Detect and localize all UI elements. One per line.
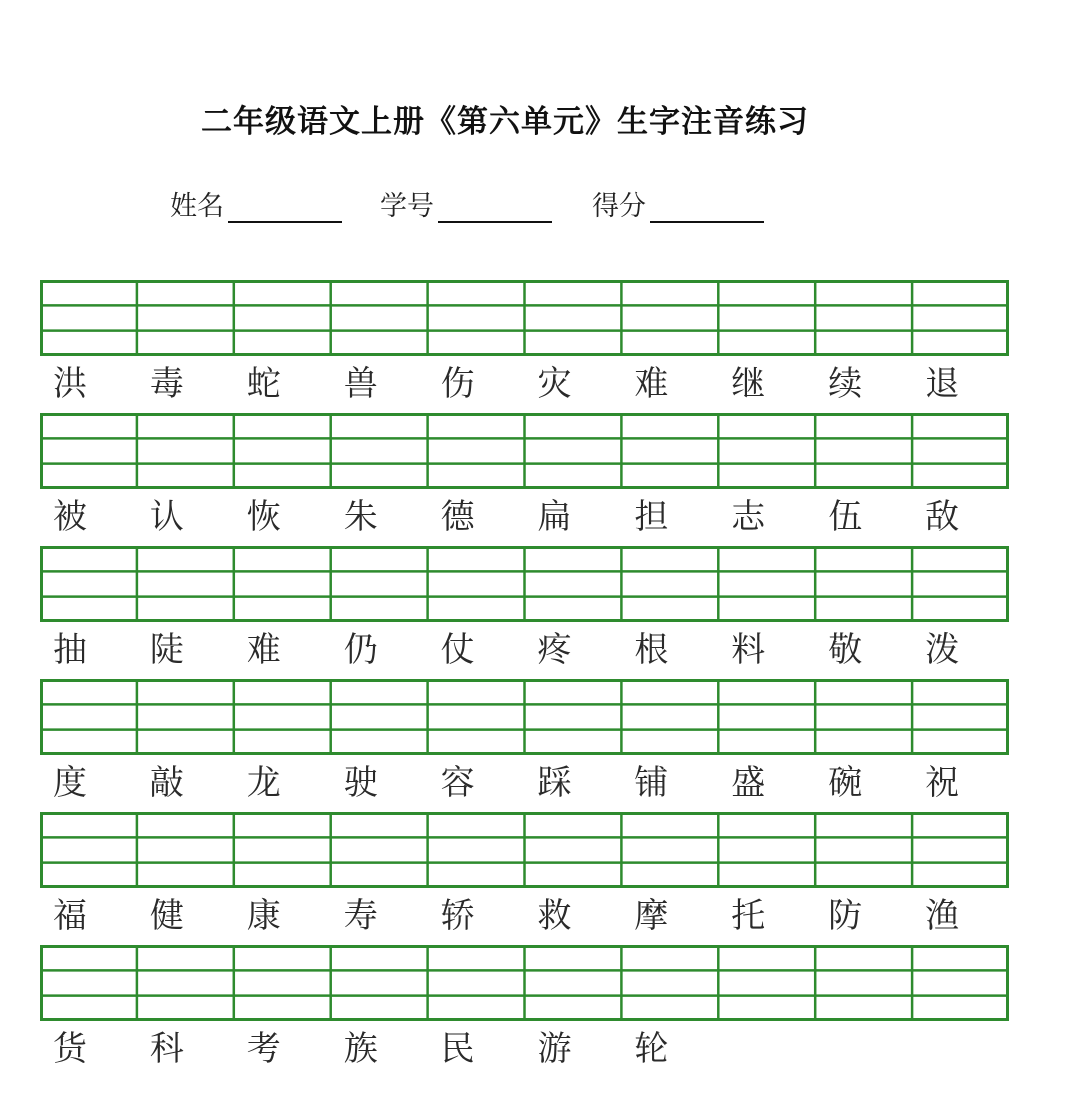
pinyin-answer-cell[interactable] bbox=[815, 280, 912, 356]
pinyin-answer-cell[interactable] bbox=[234, 280, 331, 356]
pinyin-grid-row bbox=[40, 945, 1009, 1021]
hanzi-character: 续 bbox=[828, 364, 863, 404]
hanzi-character: 考 bbox=[246, 1029, 281, 1069]
character-row bbox=[40, 358, 1009, 410]
hanzi-character: 敲 bbox=[149, 763, 184, 803]
pinyin-answer-cell[interactable] bbox=[234, 679, 331, 755]
pinyin-answer-cell[interactable] bbox=[912, 812, 1009, 888]
hanzi-character: 伍 bbox=[828, 497, 863, 537]
pinyin-answer-cell[interactable] bbox=[40, 945, 137, 1021]
hanzi-character: 仗 bbox=[440, 630, 475, 670]
pinyin-answer-cell[interactable] bbox=[525, 280, 622, 356]
character-row bbox=[40, 491, 1009, 543]
name-blank[interactable] bbox=[228, 191, 342, 223]
score-label: 得分 bbox=[592, 191, 646, 222]
pinyin-answer-cell[interactable] bbox=[525, 679, 622, 755]
pinyin-answer-cell[interactable] bbox=[40, 812, 137, 888]
hanzi-character: 驶 bbox=[343, 763, 378, 803]
hanzi-character: 毒 bbox=[149, 364, 184, 404]
pinyin-answer-cell[interactable] bbox=[428, 546, 525, 622]
hanzi-character: 疼 bbox=[537, 630, 572, 670]
pinyin-answer-cell[interactable] bbox=[137, 546, 234, 622]
student-number-label: 学号 bbox=[380, 191, 434, 222]
pinyin-answer-cell[interactable] bbox=[621, 280, 718, 356]
hanzi-character: 民 bbox=[440, 1029, 475, 1069]
pinyin-answer-cell[interactable] bbox=[912, 679, 1009, 755]
pinyin-answer-cell[interactable] bbox=[40, 546, 137, 622]
pinyin-grid-row bbox=[40, 413, 1009, 489]
hanzi-character: 救 bbox=[537, 896, 572, 936]
pinyin-answer-cell[interactable] bbox=[428, 413, 525, 489]
hanzi-character: 料 bbox=[731, 630, 766, 670]
hanzi-character: 科 bbox=[149, 1029, 184, 1069]
student-number-blank[interactable] bbox=[438, 191, 552, 223]
pinyin-answer-cell[interactable] bbox=[331, 679, 428, 755]
hanzi-character: 伤 bbox=[440, 364, 475, 404]
hanzi-character: 寿 bbox=[343, 896, 378, 936]
hanzi-character: 担 bbox=[634, 497, 669, 537]
pinyin-grid-row bbox=[40, 812, 1009, 888]
pinyin-answer-cell[interactable] bbox=[40, 280, 137, 356]
hanzi-character: 碗 bbox=[828, 763, 863, 803]
pinyin-answer-cell[interactable] bbox=[234, 546, 331, 622]
hanzi-character: 兽 bbox=[343, 364, 378, 404]
hanzi-character: 扁 bbox=[537, 497, 572, 537]
hanzi-character: 防 bbox=[828, 896, 863, 936]
student-info-line bbox=[0, 184, 1080, 224]
pinyin-answer-cell[interactable] bbox=[331, 945, 428, 1021]
hanzi-character: 志 bbox=[731, 497, 766, 537]
pinyin-answer-cell[interactable] bbox=[331, 812, 428, 888]
hanzi-character: 恢 bbox=[246, 497, 281, 537]
hanzi-character: 托 bbox=[731, 896, 766, 936]
hanzi-character: 龙 bbox=[246, 763, 281, 803]
pinyin-answer-cell[interactable] bbox=[234, 812, 331, 888]
name-field bbox=[170, 184, 342, 223]
hanzi-character: 踩 bbox=[537, 763, 572, 803]
score-blank[interactable] bbox=[650, 191, 764, 223]
pinyin-answer-cell[interactable] bbox=[428, 280, 525, 356]
character-row bbox=[40, 757, 1009, 809]
pinyin-answer-cell[interactable] bbox=[815, 546, 912, 622]
name-label: 姓名 bbox=[170, 191, 224, 222]
hanzi-character: 洪 bbox=[53, 364, 87, 404]
hanzi-character: 健 bbox=[149, 896, 184, 936]
pinyin-answer-cell[interactable] bbox=[137, 945, 234, 1021]
hanzi-character: 陡 bbox=[149, 630, 184, 670]
pinyin-answer-cell[interactable] bbox=[331, 280, 428, 356]
hanzi-character: 铺 bbox=[634, 763, 669, 803]
hanzi-character: 继 bbox=[731, 364, 766, 404]
hanzi-character: 度 bbox=[53, 763, 87, 803]
hanzi-character: 祝 bbox=[925, 763, 960, 803]
hanzi-character: 敬 bbox=[828, 630, 863, 670]
pinyin-answer-cell[interactable] bbox=[525, 812, 622, 888]
hanzi-character: 退 bbox=[925, 364, 960, 404]
hanzi-character: 认 bbox=[149, 497, 184, 537]
pinyin-answer-cell[interactable] bbox=[718, 812, 815, 888]
pinyin-answer-cell[interactable] bbox=[525, 413, 622, 489]
pinyin-answer-cell[interactable] bbox=[815, 413, 912, 489]
pinyin-answer-cell[interactable] bbox=[621, 413, 718, 489]
hanzi-character: 敌 bbox=[925, 497, 960, 537]
hanzi-character: 被 bbox=[53, 497, 87, 537]
score-field bbox=[592, 184, 764, 223]
hanzi-character: 容 bbox=[440, 763, 475, 803]
pinyin-answer-cell[interactable] bbox=[621, 945, 718, 1021]
hanzi-character: 难 bbox=[634, 364, 669, 404]
hanzi-character: 抽 bbox=[53, 630, 87, 670]
pinyin-answer-cell[interactable] bbox=[815, 679, 912, 755]
pinyin-answer-cell[interactable] bbox=[912, 546, 1009, 622]
pinyin-answer-cell[interactable] bbox=[137, 280, 234, 356]
pinyin-answer-cell[interactable] bbox=[331, 546, 428, 622]
hanzi-character: 蛇 bbox=[246, 364, 281, 404]
hanzi-character: 游 bbox=[537, 1029, 572, 1069]
character-row bbox=[40, 624, 1009, 676]
pinyin-grid-row bbox=[40, 546, 1009, 622]
pinyin-answer-cell[interactable] bbox=[621, 546, 718, 622]
hanzi-character: 福 bbox=[53, 896, 87, 936]
pinyin-answer-cell[interactable] bbox=[428, 812, 525, 888]
hanzi-character: 摩 bbox=[634, 896, 669, 936]
pinyin-answer-cell[interactable] bbox=[137, 413, 234, 489]
pinyin-answer-cell[interactable] bbox=[40, 679, 137, 755]
hanzi-character: 康 bbox=[246, 896, 281, 936]
pinyin-answer-cell[interactable] bbox=[428, 679, 525, 755]
pinyin-answer-cell[interactable] bbox=[428, 945, 525, 1021]
pinyin-answer-cell[interactable] bbox=[137, 679, 234, 755]
hanzi-character: 轿 bbox=[440, 896, 475, 936]
pinyin-answer-cell[interactable] bbox=[40, 413, 137, 489]
pinyin-answer-cell[interactable] bbox=[912, 413, 1009, 489]
pinyin-answer-cell[interactable] bbox=[718, 413, 815, 489]
pinyin-answer-cell[interactable] bbox=[621, 812, 718, 888]
pinyin-answer-cell[interactable] bbox=[912, 280, 1009, 356]
pinyin-grid-row bbox=[40, 679, 1009, 755]
hanzi-character: 根 bbox=[634, 630, 669, 670]
student-number-field bbox=[380, 184, 552, 223]
pinyin-answer-cell[interactable] bbox=[234, 945, 331, 1021]
pinyin-answer-cell[interactable] bbox=[331, 413, 428, 489]
hanzi-character: 渔 bbox=[925, 896, 960, 936]
hanzi-character: 德 bbox=[440, 497, 475, 537]
pinyin-answer-cell[interactable] bbox=[621, 679, 718, 755]
pinyin-answer-cell[interactable] bbox=[718, 546, 815, 622]
pinyin-answer-cell[interactable] bbox=[234, 413, 331, 489]
hanzi-character: 族 bbox=[343, 1029, 378, 1069]
hanzi-character: 灾 bbox=[537, 364, 572, 404]
pinyin-answer-cell[interactable] bbox=[718, 679, 815, 755]
character-row bbox=[40, 1023, 1009, 1075]
pinyin-answer-cell[interactable] bbox=[137, 812, 234, 888]
hanzi-character: 盛 bbox=[731, 763, 766, 803]
worksheet-title: 二年级语文上册《第六单元》生字注音练习 bbox=[201, 104, 809, 140]
pinyin-answer-cell[interactable] bbox=[815, 812, 912, 888]
character-row bbox=[40, 890, 1009, 942]
hanzi-character: 难 bbox=[246, 630, 281, 670]
hanzi-character: 货 bbox=[53, 1029, 87, 1069]
hanzi-character: 朱 bbox=[343, 497, 378, 537]
hanzi-character: 仍 bbox=[343, 630, 378, 670]
pinyin-answer-cell[interactable] bbox=[718, 280, 815, 356]
pinyin-answer-cell[interactable] bbox=[525, 546, 622, 622]
hanzi-character: 轮 bbox=[634, 1029, 669, 1069]
pinyin-answer-cell[interactable] bbox=[525, 945, 622, 1021]
hanzi-character: 泼 bbox=[925, 630, 960, 670]
pinyin-grid-row bbox=[40, 280, 1009, 356]
